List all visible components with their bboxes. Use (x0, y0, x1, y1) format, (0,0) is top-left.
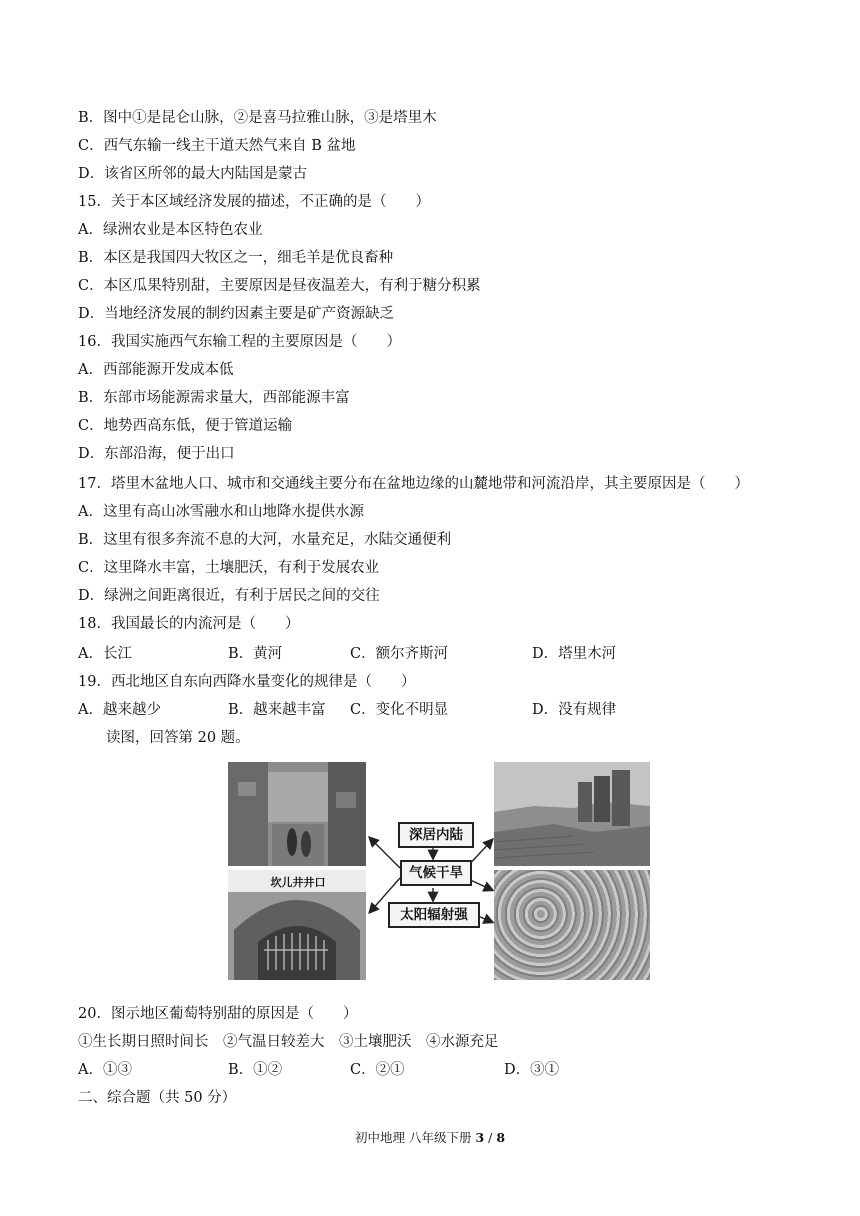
footer-page-number: 3 (475, 1130, 485, 1145)
footer-course: 初中地理 八年级下册 (354, 1130, 476, 1145)
q20-option-d: D．③① (504, 1062, 560, 1078)
q15-option-d: D．当地经济发展的制约因素主要是矿产资源缺乏 (78, 306, 395, 322)
q16-option-a: A．西部能源开发成本低 (78, 362, 234, 378)
q19-option-a: A．越来越少 (78, 702, 161, 718)
q17-option-b: B．这里有很多奔流不息的大河，水量充足，水陆交通便利 (78, 532, 452, 548)
q20-option-c: C．②① (350, 1062, 405, 1078)
question-18: 18．我国最长的内流河是（ ） (78, 616, 300, 632)
question-15: 15．关于本区域经济发展的描述，不正确的是（ ） (78, 194, 430, 210)
q20-statements: ①生长期日照时间长 ②气温日较差大 ③土壤肥沃 ④水源充足 (78, 1034, 499, 1050)
q16-option-b: B．东部市场能源需求量大，西部能源丰富 (78, 390, 350, 406)
q20-option-a: A．①③ (78, 1062, 132, 1078)
q19-option-c: C．变化不明显 (350, 702, 449, 718)
q17-option-c: C．这里降水丰富，土壤肥沃，有利于发展农业 (78, 560, 380, 576)
q18-option-a: A．长江 (78, 646, 132, 662)
page-footer (0, 1128, 860, 1146)
flow-box-strong-radiation: 太阳辐射强 (388, 902, 480, 928)
q16-option-c: C．地势西高东低，便于管道运输 (78, 418, 293, 434)
q16-option-d: D．东部沿海，便于出口 (78, 446, 235, 462)
q18-option-d: D．塔里木河 (532, 646, 617, 662)
q14-option-c: C．西气东输一线主干道天然气来自 B 盆地 (78, 138, 356, 154)
q18-option-c: C．额尔齐斯河 (350, 646, 449, 662)
q14-option-b: B．图中①是昆仑山脉，②是喜马拉雅山脉，③是塔里木 (78, 110, 437, 126)
question-19: 19．西北地区自东向西降水量变化的规律是（ ） (78, 674, 416, 690)
flow-box-arid-climate: 气候干旱 (400, 860, 472, 886)
q15-option-c: C．本区瓜果特别甜，主要原因是昼夜温差大，有利于糖分积累 (78, 278, 481, 294)
q20-option-b: B．①② (228, 1062, 283, 1078)
q15-option-b: B．本区是我国四大牧区之一，细毛羊是优良畜种 (78, 250, 394, 266)
q19-option-d: D．没有规律 (532, 702, 617, 718)
karez-caption: 坎儿井井口 (270, 876, 326, 889)
question-17: 17．塔里木盆地人口、城市和交通线主要分布在盆地边缘的山麓地带和河流沿岸，其主要原因是（ ） (78, 476, 749, 492)
q14-option-d: D．该省区所邻的最大内陆国是蒙古 (78, 166, 308, 182)
section-heading: 二、综合题（共 50 分） (78, 1090, 237, 1106)
q17-option-d: D．绿洲之间距离很近，有利于居民之间的交往 (78, 588, 380, 604)
q17-option-a: A．这里有高山冰雪融水和山地降水提供水源 (78, 504, 364, 520)
question-20: 20．图示地区葡萄特别甜的原因是（ ） (78, 1006, 358, 1022)
q18-option-b: B．黄河 (228, 646, 283, 662)
q19-option-b: B．越来越丰富 (228, 702, 326, 718)
question-16: 16．我国实施西气东输工程的主要原因是（ ） (78, 334, 401, 350)
read-figure-instruction: 读图，回答第 20 题。 (106, 730, 250, 746)
footer-separator: / (484, 1130, 497, 1145)
flow-box-inland: 深居内陆 (398, 822, 474, 848)
footer-total-pages: 8 (496, 1130, 506, 1145)
q15-option-a: A．绿洲农业是本区特色农业 (78, 222, 263, 238)
climate-figure (228, 762, 650, 980)
